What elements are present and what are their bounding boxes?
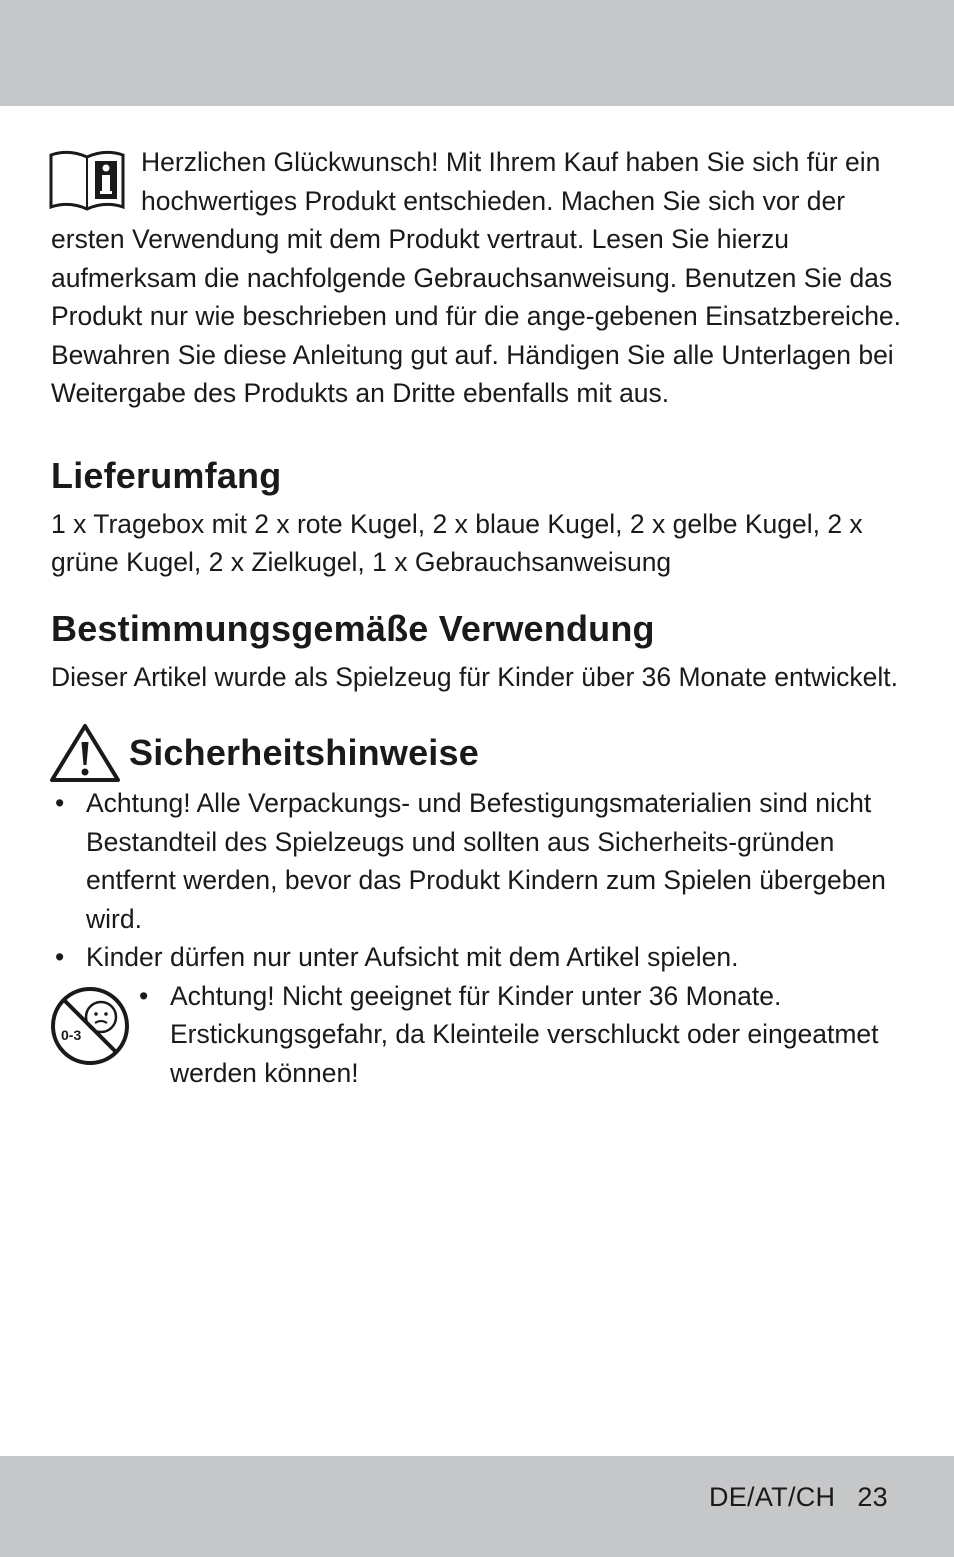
sicherheit-section (51, 722, 911, 1092)
choking-warning-row (51, 977, 911, 1093)
choking-list (51, 977, 911, 1093)
choking-age-label: 0-3 (61, 1026, 82, 1043)
lieferumfang-heading: Lieferumfang (51, 454, 282, 496)
warning-triangle-icon (49, 722, 121, 784)
verwendung-heading: Bestimmungsgemäße Verwendung (51, 607, 655, 649)
footer (709, 1482, 888, 1513)
sicherheit-heading: Sicherheitshinweise (129, 732, 479, 773)
info-book-icon (49, 147, 125, 213)
intro-section (51, 143, 911, 413)
page-content (51, 143, 911, 1092)
safety-item: • Kinder dürfen nur unter Aufsicht mit dem Artikel spielen. (51, 938, 911, 977)
page-number: 23 (857, 1482, 888, 1512)
safety-item: • Achtung! Nicht geeignet für Kinder unter 36 Monate. Erstickungsgefahr, da Kleinteile verschluckt oder eingeatmet werden können! (135, 977, 911, 1093)
intro-text: Herzlichen Glückwunsch! Mit Ihrem Kauf haben Sie sich für ein hochwertiges Produkt entschieden. Machen Sie sich vor der ersten Verwendung mit dem Produkt vertraut. Lesen Sie hierzu aufmerksam die nachfolgende Gebrauchsanweisung. Benutzen Sie das Produkt nur wie beschrieben und für die ange-gebenen Einsatzbereiche. Bewahren Sie diese Anleitung gut auf. Händigen Sie alle Unterlagen bei Weitergabe des Produkts an Dritte ebenfalls mit aus. (51, 147, 902, 408)
lieferumfang-text: 1 x Tragebox mit 2 x rote Kugel, 2 x blaue Kugel, 2 x gelbe Kugel, 2 x grüne Kugel, 2 x Zielkugel, 1 x Gebrauchsanweisung (51, 508, 863, 577)
verwendung-section (51, 608, 911, 697)
sicherheit-list (51, 784, 911, 977)
footer-region: DE/AT/CH (708, 1482, 836, 1512)
choking-hazard-0-3-icon (49, 985, 131, 1067)
header-band (0, 0, 954, 106)
verwendung-text: Dieser Artikel wurde als Spielzeug für Kinder über 36 Monate entwickelt. (51, 661, 898, 692)
safety-item: • Achtung! Alle Verpackungs- und Befestigungsmaterialien sind nicht Bestandteil des Spielzeugs und sollten aus Sicherheits-gründen entfernt werden, bevor das Produkt Kindern zum Spielen übergeben wird. (51, 784, 911, 938)
sicherheit-header (51, 722, 911, 784)
lieferumfang-section (51, 455, 911, 582)
